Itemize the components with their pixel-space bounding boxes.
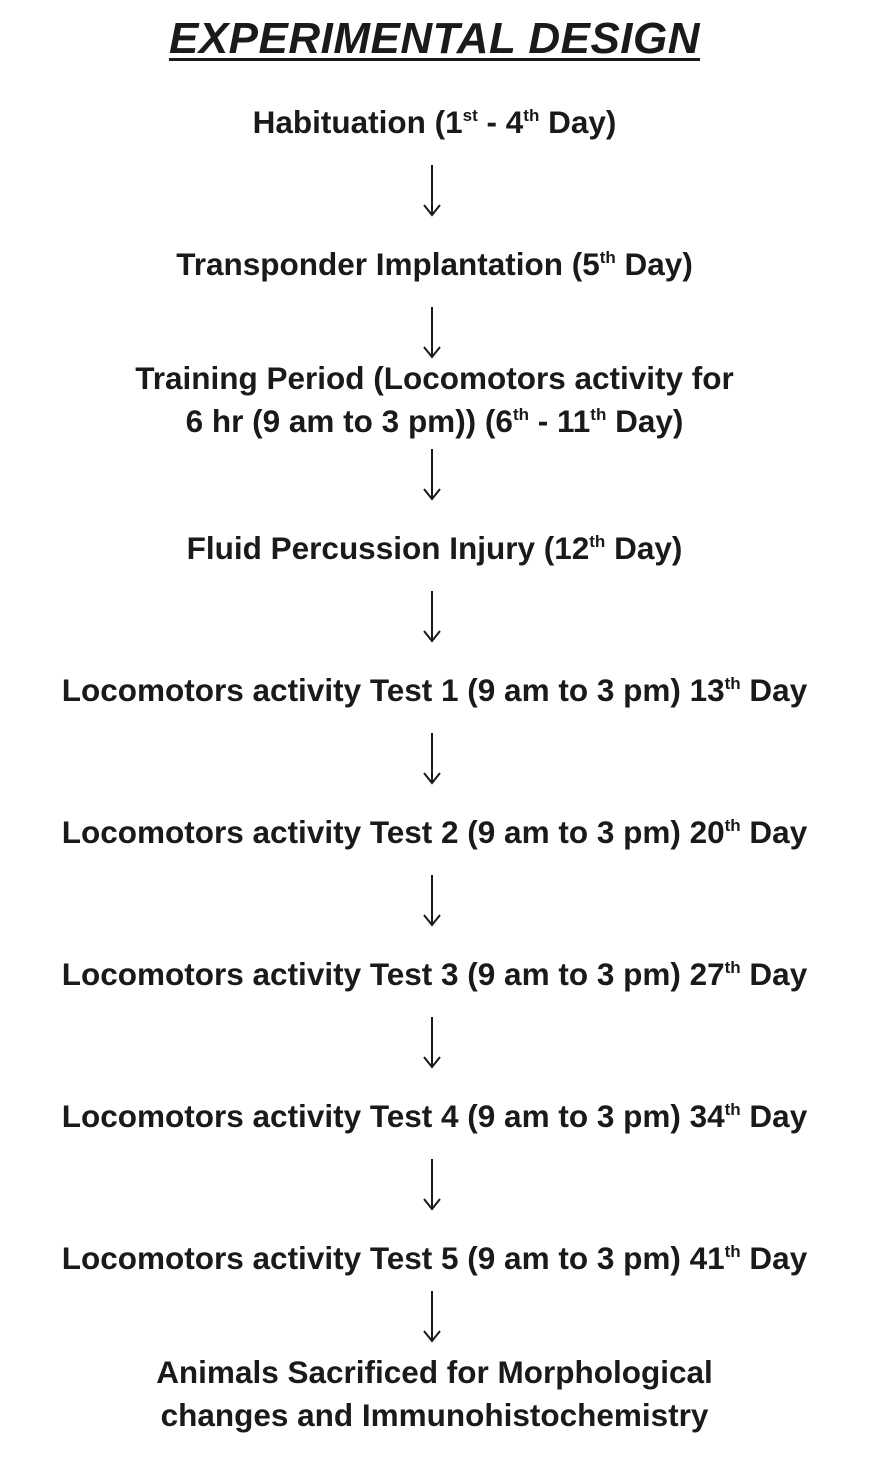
- flow-step-line: [0, 527, 869, 570]
- ordinal-suffix: th: [523, 106, 540, 125]
- ordinal-suffix: st: [462, 106, 478, 125]
- step-text: Locomotors activity Test 1 (9 am to 3 pm) 13: [61, 672, 725, 708]
- down-arrow-icon: [422, 875, 442, 927]
- step-text: Fluid Percussion Injury (12: [186, 530, 590, 566]
- step-text: Locomotors activity Test 4 (9 am to 3 pm) 34: [61, 1098, 725, 1134]
- flow-step-line: [0, 1394, 869, 1437]
- down-arrow-icon: [422, 165, 442, 217]
- step-text: Transponder Implantation (5: [176, 246, 600, 282]
- ordinal-suffix: th: [599, 248, 616, 267]
- step-text: Training Period (Locomotors activity for: [135, 360, 734, 396]
- flow-step-line: [0, 669, 869, 712]
- flow-step-8: [0, 1095, 869, 1138]
- step-text: Day: [740, 814, 808, 850]
- ordinal-suffix: th: [724, 958, 741, 977]
- flow-step-2: [0, 243, 869, 286]
- ordinal-suffix: th: [590, 405, 607, 424]
- step-text: - 11: [528, 403, 591, 439]
- step-text: Locomotors activity Test 3 (9 am to 3 pm) 27: [61, 956, 725, 992]
- step-text: Day: [740, 672, 808, 708]
- flow-step-7: [0, 953, 869, 996]
- flow-step-line: [0, 953, 869, 996]
- step-text: Day): [605, 530, 683, 566]
- ordinal-suffix: th: [724, 816, 741, 835]
- ordinal-suffix: th: [512, 405, 529, 424]
- flow-step-line: [0, 1237, 869, 1280]
- step-text: Day): [606, 403, 684, 439]
- flow-step-1: [0, 101, 869, 144]
- flow-step-line: [0, 400, 869, 443]
- step-text: Day): [615, 246, 693, 282]
- step-text: Locomotors activity Test 5 (9 am to 3 pm) 41: [61, 1240, 725, 1276]
- flow-step-6: [0, 811, 869, 854]
- step-text: - 4: [477, 104, 524, 140]
- ordinal-suffix: th: [724, 674, 741, 693]
- flow-step-4: [0, 527, 869, 570]
- step-text: Habituation (1: [252, 104, 463, 140]
- down-arrow-icon: [422, 307, 442, 359]
- flow-step-line: [0, 101, 869, 144]
- down-arrow-icon: [422, 1291, 442, 1343]
- step-text: 6 hr (9 am to 3 pm)) (6: [185, 403, 513, 439]
- step-text: changes and Immunohistochemistry: [160, 1397, 709, 1433]
- step-text: Locomotors activity Test 2 (9 am to 3 pm) 20: [61, 814, 725, 850]
- down-arrow-icon: [422, 733, 442, 785]
- diagram-title: EXPERIMENTAL DESIGN: [168, 14, 701, 63]
- step-text: Day): [539, 104, 617, 140]
- flow-step-10: [0, 1351, 869, 1437]
- step-text: Day: [740, 1240, 808, 1276]
- step-text: Day: [740, 1098, 808, 1134]
- step-text: Day: [740, 956, 808, 992]
- flow-step-3: [0, 357, 869, 443]
- ordinal-suffix: th: [589, 532, 606, 551]
- flow-step-5: [0, 669, 869, 712]
- flow-step-line: [0, 243, 869, 286]
- flow-step-line: [0, 811, 869, 854]
- down-arrow-icon: [422, 591, 442, 643]
- flow-step-line: [0, 357, 869, 400]
- ordinal-suffix: th: [724, 1100, 741, 1119]
- flow-step-9: [0, 1237, 869, 1280]
- down-arrow-icon: [422, 1017, 442, 1069]
- flow-step-line: [0, 1351, 869, 1394]
- step-text: Animals Sacrificed for Morphological: [156, 1354, 713, 1390]
- flow-step-line: [0, 1095, 869, 1138]
- down-arrow-icon: [422, 1159, 442, 1211]
- ordinal-suffix: th: [724, 1242, 741, 1261]
- down-arrow-icon: [422, 449, 442, 501]
